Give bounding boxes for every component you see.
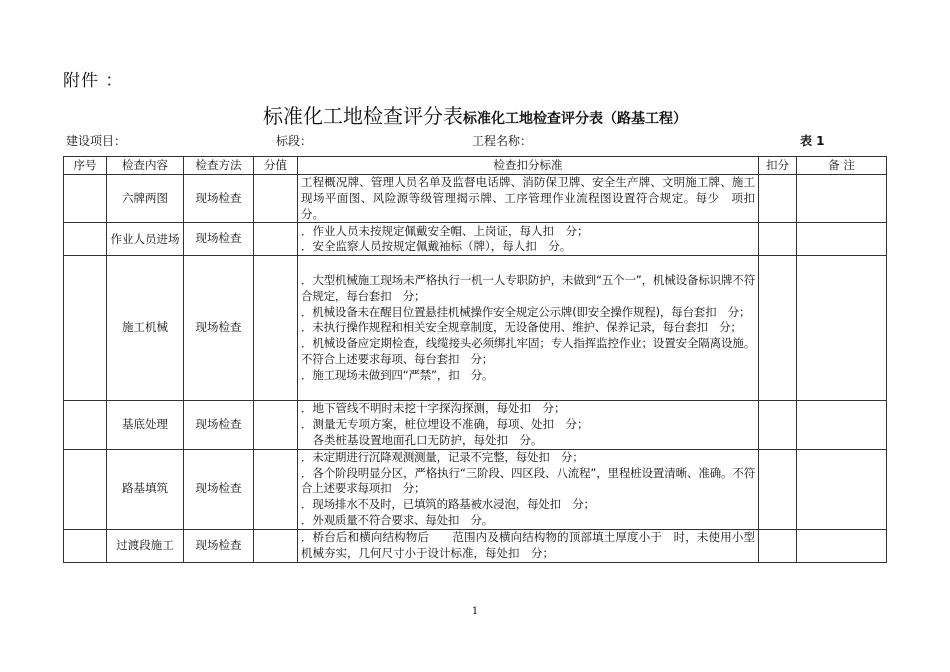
content-cell: 六牌两图: [107, 175, 184, 223]
title-main: 标准化工地检查评分表: [263, 104, 463, 128]
criteria-item: ．未执行操作规程和相关安全规章制度，无设备使用、维护、保养记录，每台套扣 分；: [301, 320, 742, 335]
criteria-item: 各类桩基设置地面孔口无防护，每处扣 分。: [301, 432, 543, 447]
deduction-cell: [759, 529, 797, 562]
page-title: [0, 100, 950, 129]
method-cell: 现场检查: [184, 401, 254, 449]
method-cell: 现场检查: [184, 529, 254, 562]
criteria-item: ．未定期进行沉降观测测量，记录不完整，每处扣 分；: [301, 449, 584, 464]
deduction-cell: [759, 401, 797, 449]
section-label: 标段：: [276, 134, 313, 148]
title-sub: 标准化工地检查评分表（路基工程）: [463, 111, 687, 127]
remarks-cell: [797, 449, 887, 529]
index-cell: [64, 529, 107, 562]
index-cell: [64, 223, 107, 256]
remarks-cell: [797, 175, 887, 223]
index-cell: [64, 175, 107, 223]
method-cell: 现场检查: [184, 256, 254, 401]
table-row: [64, 175, 887, 223]
page-number: 1: [471, 606, 479, 617]
table-header-row: [64, 157, 887, 175]
table-row: [64, 223, 887, 256]
attachment-label: 附件 ：: [63, 71, 124, 91]
remarks-cell: [797, 223, 887, 256]
header-criteria: 检查扣分标准: [298, 157, 759, 175]
method-cell: 现场检查: [184, 175, 254, 223]
method-cell: 现场检查: [184, 223, 254, 256]
header-method: 检查方法: [184, 157, 254, 175]
score-cell: [254, 223, 298, 256]
criteria-cell: [298, 256, 759, 401]
criteria-item: ．各个阶段明显分区，严格执行“三阶段、四区段、八流程”，里程桩设置清晰、准确。不符合上述要求每项扣 分；: [301, 465, 755, 496]
deduction-cell: [759, 449, 797, 529]
table-row: [64, 256, 887, 401]
remarks-cell: [797, 401, 887, 449]
project-label: 建设项目：: [66, 134, 127, 148]
criteria-cell: [298, 529, 759, 562]
criteria-item: ．测量无专项方案，桩位埋设不准确，每项、处扣 分；: [301, 417, 589, 432]
score-cell: [254, 256, 298, 401]
criteria-item: ．施工现场未做到四“严禁”，扣 分。: [301, 367, 494, 382]
header-content: 检查内容: [107, 157, 184, 175]
score-cell: [254, 401, 298, 449]
criteria-item: ．外观质量不符合要求、每处扣 分。: [301, 512, 494, 527]
table-row: [64, 401, 887, 449]
table-row: [64, 529, 887, 562]
deduction-cell: [759, 223, 797, 256]
remarks-cell: [797, 529, 887, 562]
header-index: 序号: [64, 157, 107, 175]
criteria-item: ．机械设备应定期检查，线缆接头必须绑扎牢固；专人指挥监控作业；设置安全隔离设施。不符合上述要求每项、每台套扣 分；: [301, 336, 755, 367]
criteria-item: ．现场排水不及时，已填筑的路基被水浸泡，每处扣 分；: [301, 497, 595, 512]
content-cell: 作业人员进场: [107, 223, 184, 256]
criteria-item: ．地下管线不明时未挖十字探沟探测，每处扣 分；: [301, 401, 566, 416]
header-remarks: 备 注: [797, 157, 887, 175]
index-cell: [64, 449, 107, 529]
criteria-item: ．桥台后和横向结构物后 范围内及横向结构物的顶部填土厚度小于 时，未使用小型机械夯实，几何尺寸小于设计标准，每处扣 分；: [301, 529, 755, 560]
header-deduction: 扣分: [759, 157, 797, 175]
criteria-cell: [298, 223, 759, 256]
content-cell: 施工机械: [107, 256, 184, 401]
remarks-cell: [797, 256, 887, 401]
criteria-item: ．机械设备未在醒目位置悬挂机械操作安全规定公示牌(即安全操作规程)，每台套扣 分；: [301, 304, 751, 319]
table-row: [64, 449, 887, 529]
header-score: 分值: [254, 157, 298, 175]
score-cell: [254, 449, 298, 529]
table-number: 表 1: [800, 134, 825, 148]
deduction-cell: [759, 256, 797, 401]
inspection-table: [63, 156, 887, 563]
content-cell: 过渡段施工: [107, 529, 184, 562]
criteria-cell: [298, 401, 759, 449]
criteria-cell: [298, 449, 759, 529]
criteria-item: ．安全监察人员按规定佩戴袖标（牌），每人扣 分。: [301, 239, 572, 254]
criteria-item: 工程概况牌、管理人员名单及监督电话牌、消防保卫牌、安全生产牌、文明施工牌、施工现场平面图、风险源等级管理揭示牌、工序管理作业流程图设置符合规定。每少 项扣 分。: [301, 175, 767, 221]
index-cell: [64, 256, 107, 401]
criteria-cell: [298, 175, 767, 223]
work-name-label: 工程名称：: [472, 134, 533, 148]
criteria-item: ．作业人员未按规定佩戴安全帽、上岗证，每人扣 分；: [301, 223, 589, 238]
method-cell: 现场检查: [184, 449, 254, 529]
score-cell: [254, 529, 298, 562]
criteria-item: ．大型机械施工现场未严格执行一机一人专职防护，未做到“五个一”，机械设备标识牌不符合规定，每台套扣 分；: [301, 273, 755, 303]
score-cell: [254, 175, 298, 223]
index-cell: [64, 401, 107, 449]
content-cell: 路基填筑: [107, 449, 184, 529]
content-cell: 基底处理: [107, 401, 184, 449]
